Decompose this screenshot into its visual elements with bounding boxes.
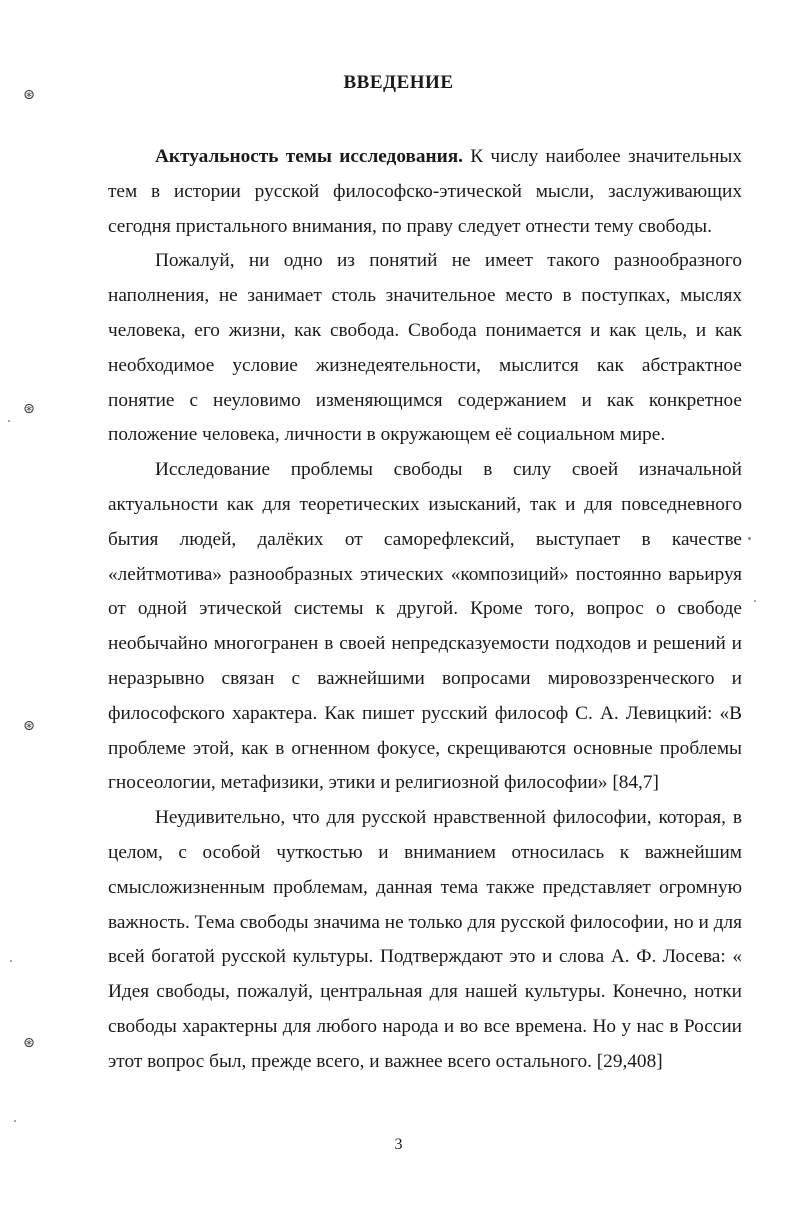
paragraph-text: Неудивительно, что для русской нравственной философии, которая, в целом, с особой чуткостью и вниманием относилась к важнейшим смысложизненным проблемам, данная тема также представляет огромную важность. Тема свободы значима не только для русской философии, но и для всей богатой русской культуры. Подтверждают это и слова А. Ф. Лосева: « Идея свободы, пожалуй, центральная для нашей культуры. Конечно, нотки свободы характерны для любого народа и во все времена. Но у нас в России этот вопрос был, прежде всего, и важнее всего остального. [29,408] (108, 807, 742, 1072)
paragraph-text: Пожалуй, ни одно из понятий не имеет такого разнообразного наполнения, не занимает столь значительное место в поступках, мыслях человека, его жизни, как свобода. Свобода понимается и как цель, и как необходимое условие жизнедеятельности, мыслится как абстрактное понятие с неуловимо изменяющимся содержанием и как конкретное положение человека, личности в окружающем её социальном мире. (108, 250, 742, 446)
binding-hole-icon: ⊛ (23, 401, 35, 417)
paragraph (108, 244, 742, 453)
paragraph (108, 140, 742, 244)
scan-speck (8, 420, 10, 422)
binding-hole-icon: ⊛ (23, 718, 35, 734)
body-text (108, 140, 742, 1080)
section-heading: ВВЕДЕНИЕ (343, 72, 454, 93)
scan-speck (754, 600, 756, 602)
page-number: 3 (394, 1136, 403, 1153)
paragraph-text: К числу наиболее значительных тем в истории русской философско-этической мысли, заслуживающих сегодня пристального внимания, по праву следует отнести тему свободы. (108, 146, 742, 237)
paragraph (108, 453, 742, 801)
scan-speck (10, 960, 12, 962)
binding-hole-icon: ⊛ (23, 87, 35, 103)
binding-hole-icon: ⊛ (23, 1035, 35, 1051)
paragraph-text: Исследование проблемы свободы в силу своей изначальной актуальности как для теоретических изысканий, так и для повседневного бытия людей, далёких от саморефлексий, выступает в качестве «лейтмотива» разнообразных этических «композиций» постоянно варьируя от одной этической системы к другой. Кроме того, вопрос о свободе необычайно многогранен в своей непредсказуемости подходов и решений и неразрывно связан с важнейшими вопросами мировоззренческого и философского характера. Как пишет русский философ С. А. Левицкий: «В проблеме этой, как в огненном фокусе, скрещиваются основные проблемы гносеологии, метафизики, этики и религиозной философии» [84,7] (108, 459, 742, 794)
paragraph (108, 801, 742, 1079)
scan-speck (748, 537, 751, 540)
scan-speck (14, 1120, 16, 1122)
paragraph-lead: Актуальность темы исследования. (155, 146, 463, 167)
